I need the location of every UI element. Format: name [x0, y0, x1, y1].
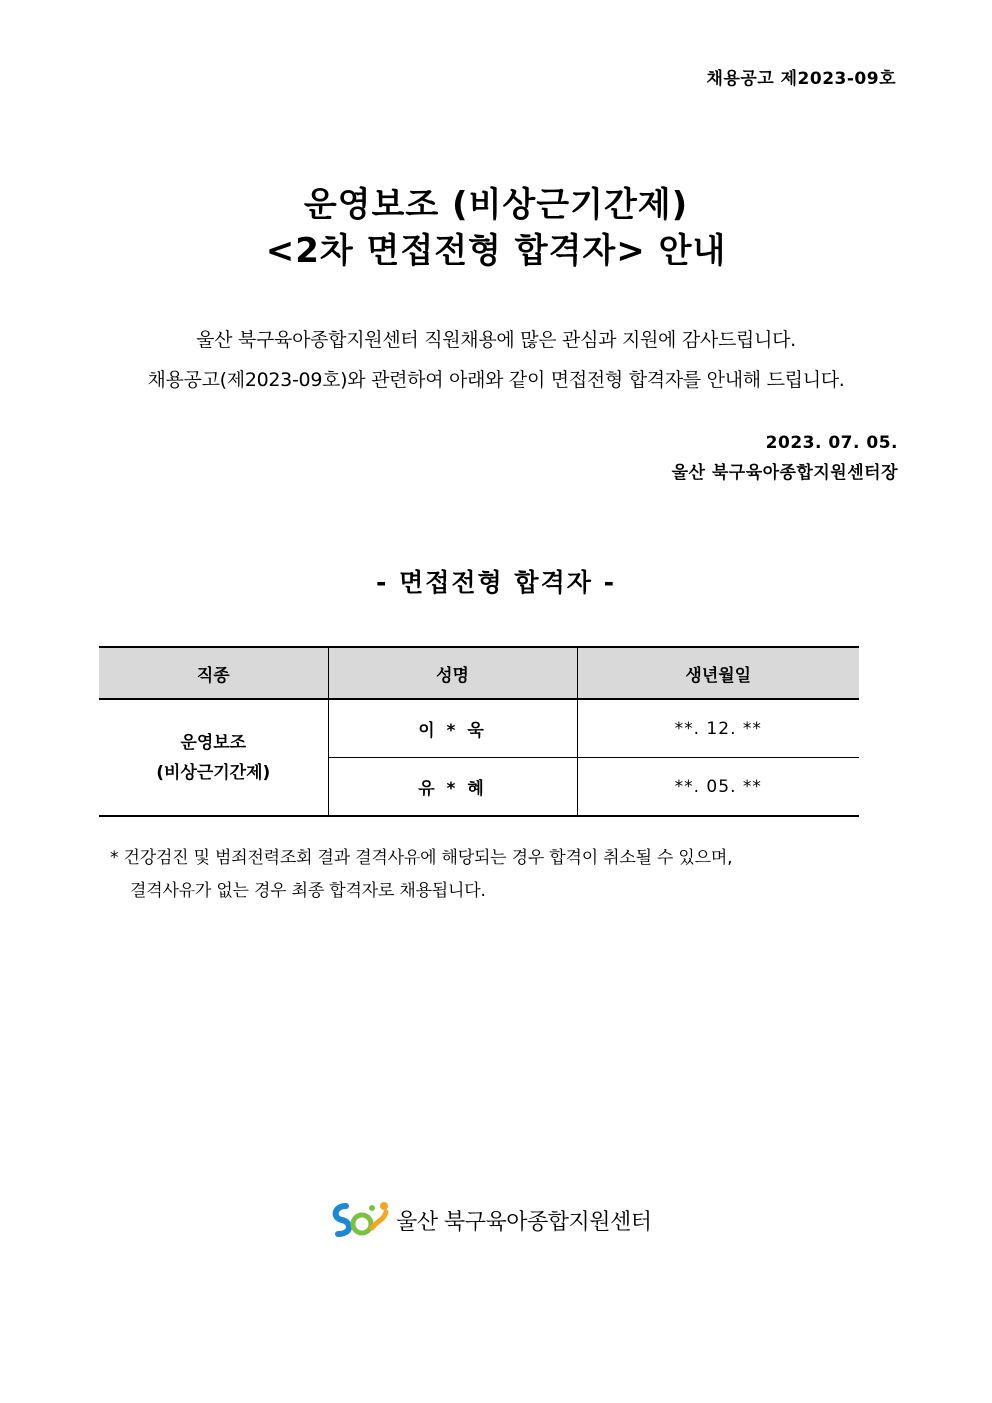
job-line2: (비상근기간제) — [156, 762, 271, 783]
intro-line1: 울산 북구육아종합지원센터 직원채용에 많은 관심과 지원에 감사드립니다. — [196, 329, 796, 351]
page-title — [0, 182, 992, 274]
job-line1: 운영보조 — [180, 732, 247, 753]
table-row — [99, 699, 859, 758]
title-line2: <2차 면접전형 합격자> 안내 — [265, 231, 727, 271]
footnote — [110, 842, 732, 908]
name-cell: 유 * 혜 — [328, 758, 577, 817]
footnote-line2: 결격사유가 없는 경우 최종 합격자로 채용됩니다. — [130, 881, 486, 901]
issuer-name: 울산 북구육아종합지원센터장 — [671, 463, 898, 483]
birth-cell: **. 05. ** — [577, 758, 859, 817]
header-name: 성명 — [328, 647, 577, 699]
notice-date: 2023. 07. 05. — [765, 433, 898, 453]
notice-number: 채용공고 제2023-09호 — [706, 69, 896, 89]
name-cell: 이 * 욱 — [328, 699, 577, 758]
intro-line2: 채용공고(제2023-09호)와 관련하여 아래와 같이 면접전형 합격자를 안내해 드립니다. — [147, 369, 845, 391]
org-logo-icon — [328, 1198, 390, 1242]
intro-paragraph — [0, 320, 992, 400]
birth-cell: **. 12. ** — [577, 699, 859, 758]
table-header-row — [99, 647, 859, 699]
signature-block — [672, 428, 898, 488]
header-birth: 생년월일 — [577, 647, 859, 699]
org-name: 울산 북구육아종합지원센터 — [396, 1209, 652, 1235]
section-title: - 면접전형 합격자 - — [376, 568, 616, 597]
title-line1: 운영보조 (비상근기간제) — [303, 185, 689, 225]
job-cell — [99, 699, 328, 816]
header-job: 직종 — [99, 647, 328, 699]
result-table — [99, 646, 859, 817]
footnote-line1: * 건강검진 및 범죄전력조회 결과 결격사유에 해당되는 경우 합격이 취소될 수 있으며, — [110, 848, 733, 868]
footer-logo — [328, 1198, 652, 1242]
